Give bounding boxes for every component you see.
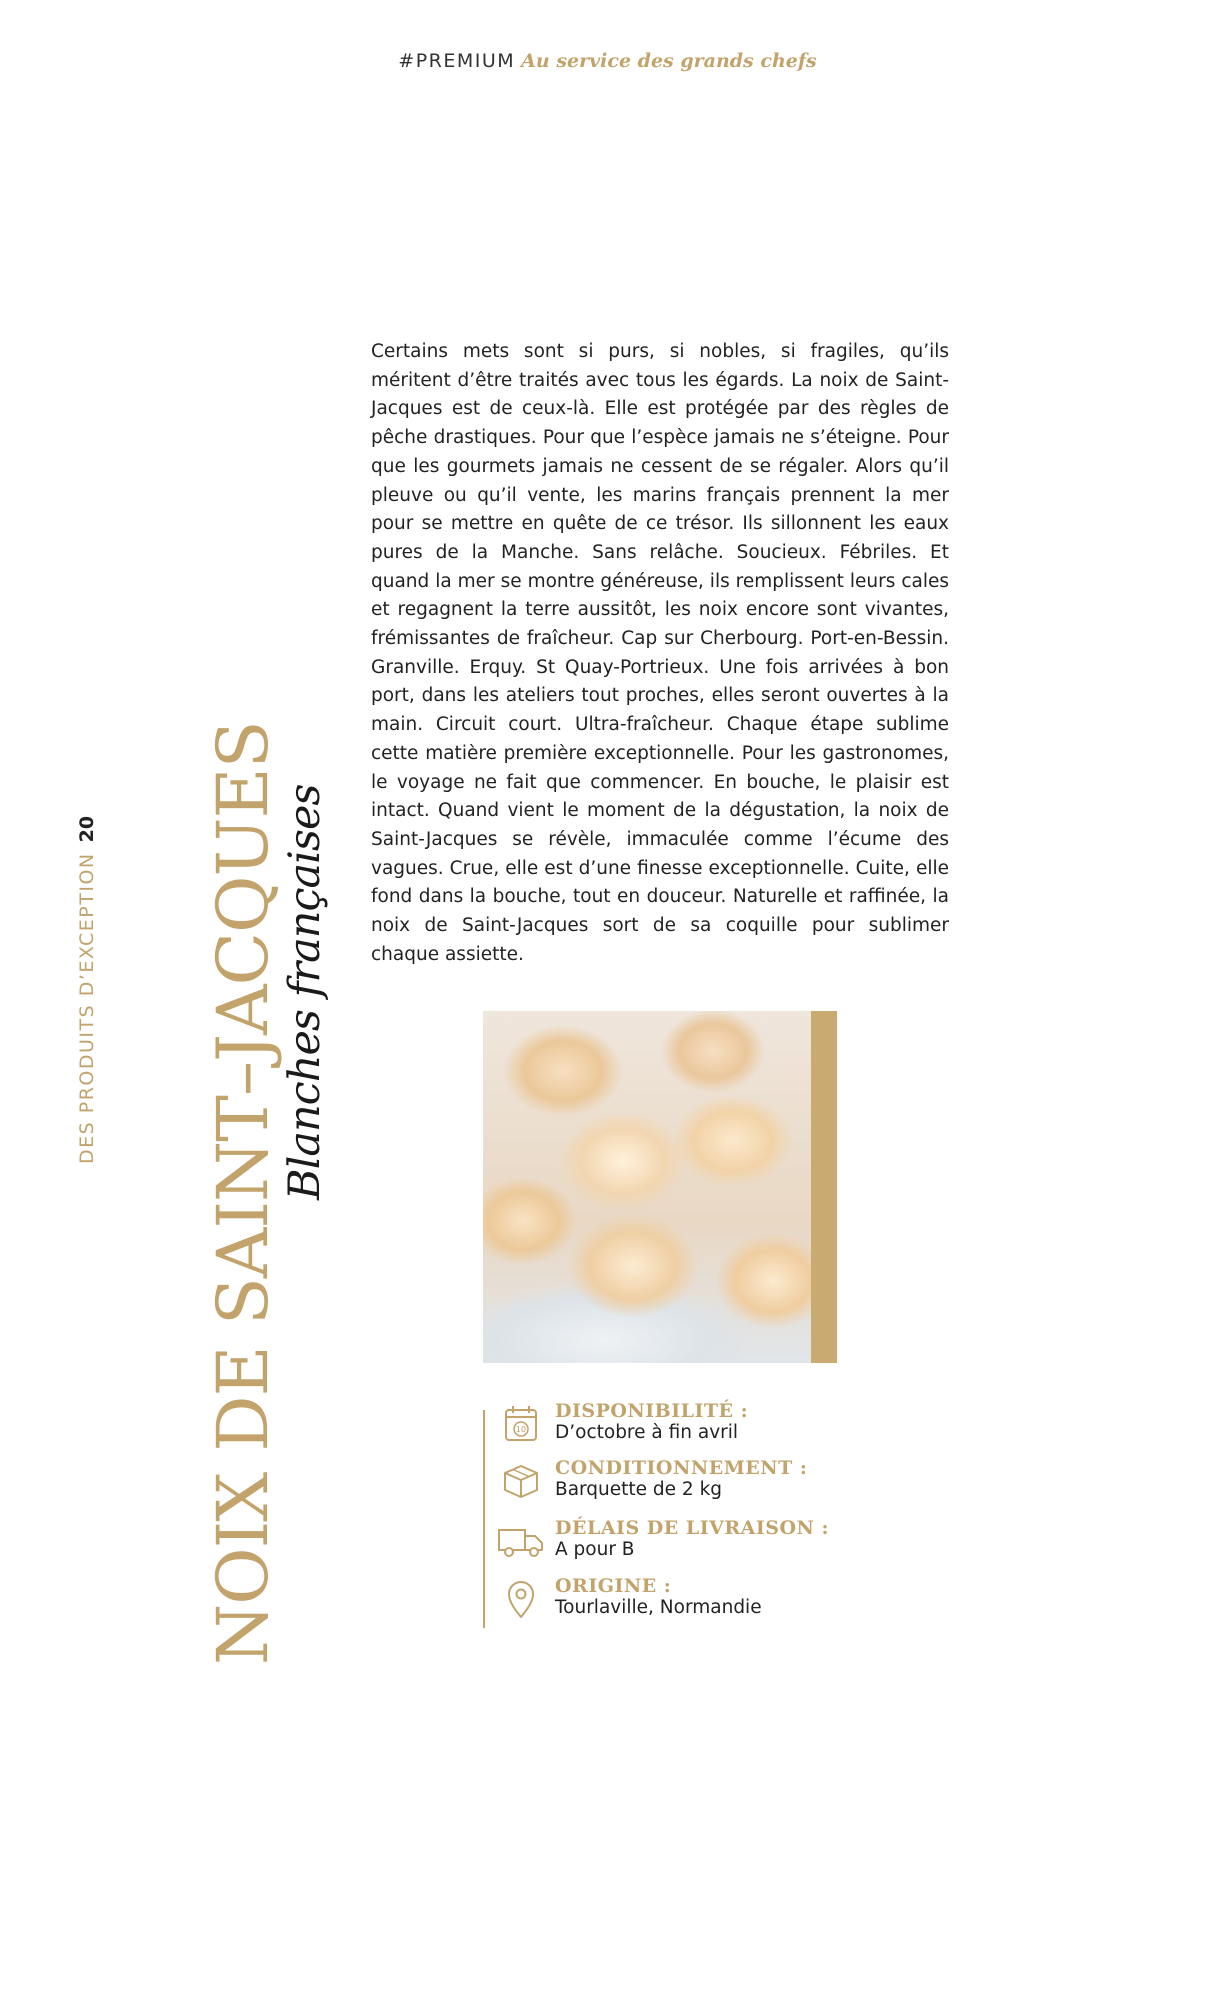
page-number: 20: [76, 815, 98, 843]
page-header: [0, 50, 1215, 72]
packaging-value: Barquette de 2 kg: [555, 1479, 723, 1500]
packaging-label: CONDITIONNEMENT :: [555, 1457, 808, 1479]
location-pin-icon: [497, 1579, 545, 1619]
header-subtitle: Au service des grands chefs: [521, 50, 817, 72]
delivery-label: DÉLAIS DE LIVRAISON :: [555, 1517, 830, 1539]
origin-label: ORIGINE :: [555, 1575, 672, 1597]
product-title: NOIX DE SAINT–JACQUES: [202, 721, 284, 1665]
box-icon: [497, 1461, 545, 1501]
section-name: DES PRODUITS D’EXCEPTION: [76, 852, 98, 1164]
premium-tag: #PREMIUM: [398, 50, 516, 72]
scallops-photo: [483, 1011, 811, 1363]
origin-value: Tourlaville, Normandie: [555, 1597, 762, 1618]
calendar-icon: [497, 1404, 545, 1444]
availability-label: DISPONIBILITÉ :: [555, 1400, 749, 1422]
photo-accent-bar: [811, 1011, 837, 1363]
delivery-value: A pour B: [555, 1539, 635, 1560]
product-subtitle: Blanches françaises: [280, 784, 330, 1200]
availability-value: D’octobre à fin avril: [555, 1422, 739, 1443]
svg-text:10: 10: [515, 1425, 527, 1434]
side-section-label: [72, 764, 102, 1164]
description-text: Certains mets sont si purs, si nobles, si fragiles, qu’ils méritent d’être traités avec tous les égards. La noix de Saint-Jacques est de ceux-là. Elle est protégée par des règles de pêche drastiques. Pour que l’espèce jamais ne s’éteigne. Pour que les gourmets jamais ne cessent de se régaler. Alors qu’il pleuve ou qu’il vente, les marins français prennent la mer pour se mettre en quête de ce trésor. Ils sillonnent les eaux pures de la Manche. Sans relâche. Soucieux. Fébriles. Et quand la mer se montre généreuse, ils remplissent leurs cales et regagnent la terre aussitôt, les noix encore sont vivantes, frémissantes de fraîcheur. Cap sur Cherbourg. Port-en-Bessin. Granville. Erquy. St Quay-Portrieux. Une fois arrivées à bon port, dans les ateliers tout proches, elles seront ouvertes à la main. Circuit court. Ultra-fraîcheur. Chaque étape sublime cette matière première exceptionnelle. Pour les gastronomes, le voyage ne fait que commencer. En bouche, le plaisir est intact. Quand vient le moment de la dégustation, la noix de Saint-Jacques se révèle, immaculée comme l’écume des vagues. Crue, elle est d’une finesse exceptionnelle. Cuite, elle fond dans la bouche, tout en douceur. Naturelle et raffinée, la noix de Saint-Jacques sort de sa coquille pour sublimer chaque assiette.: [371, 341, 949, 965]
info-divider: [483, 1410, 485, 1628]
truck-icon: [497, 1521, 545, 1561]
